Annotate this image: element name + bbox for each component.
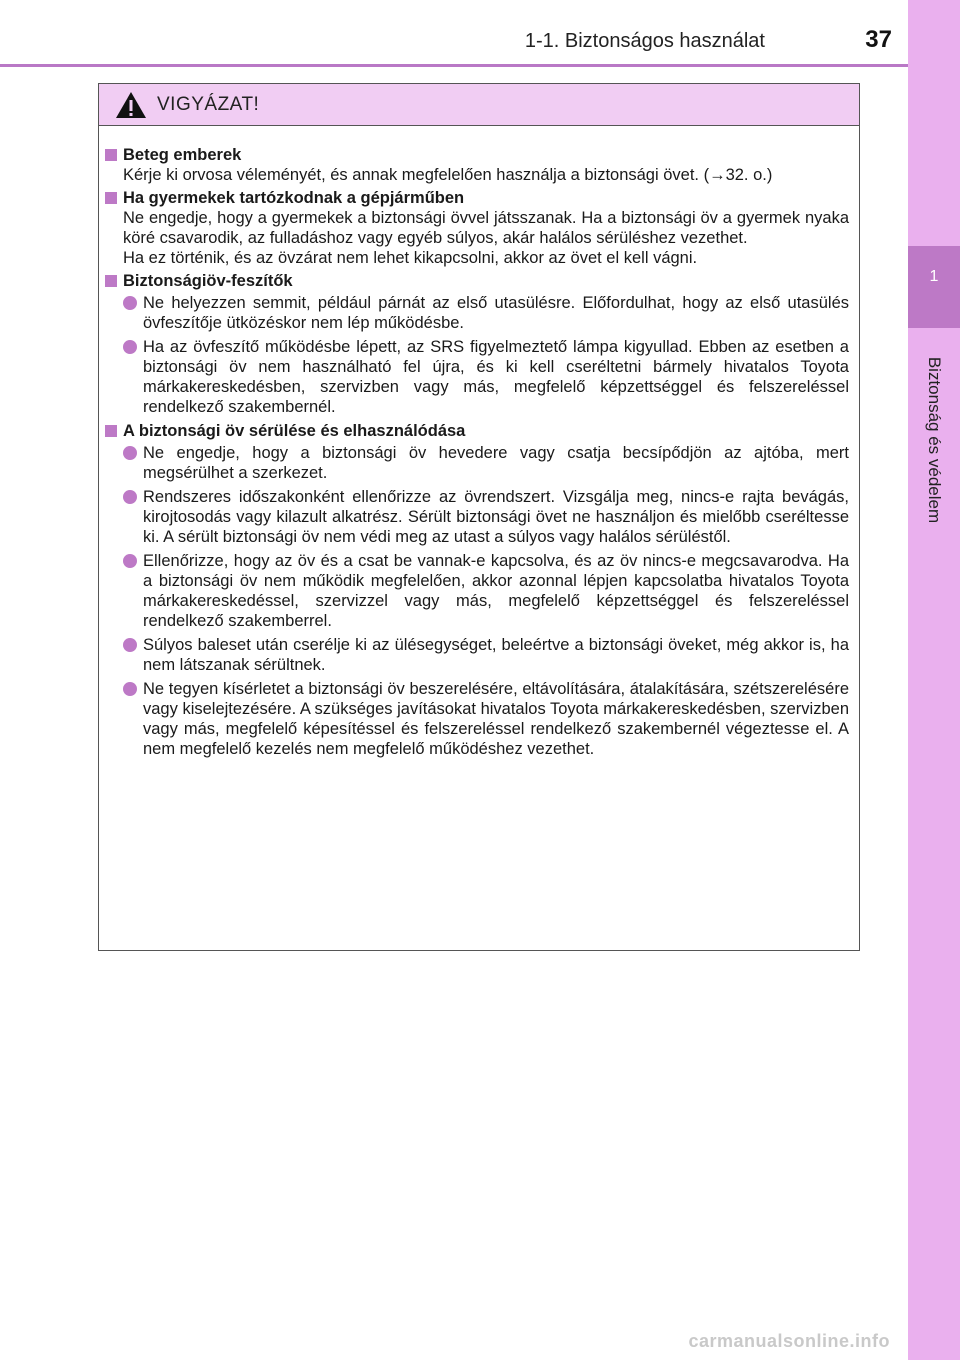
chapter-number-box: [908, 246, 960, 328]
list-item-text: Ne tegyen kísérletet a biztonsági öv beszerelésére, eltávolítására, átalakítására, szétszerelésére vagy kiselejtezésére. A szükséges javításokat hivatalos Toyota márkakereskedésben, szervizben vagy más, megfelelő képesítéssel és felszereléssel rendelkező szakembernél végeztesse el. A nem megfelelő kezelés nem megfelelő működéshez vezethet.: [143, 680, 849, 758]
section-heading: [105, 421, 849, 441]
section-text: [105, 165, 849, 185]
warning-header: [99, 84, 859, 126]
list-item-text: Ha az övfeszítő működésbe lépett, az SRS figyelmeztető lámpa kigyullad. Ebben az esetben a biztonsági öv nem használható fel újra, és ki kell cseréltetni bármely hivatalos Toyota márkakereskedésben, szervizben vagy más, megfelelő képzettséggel és felszereléssel rendelkező szakembernél.: [143, 338, 849, 416]
list-item: [105, 487, 849, 547]
header-rule: [0, 64, 908, 67]
list-item: [105, 337, 849, 417]
warning-section: [105, 421, 849, 759]
section-heading: [105, 271, 849, 291]
list-item-text: Rendszeres időszakonként ellenőrizze az övrendszert. Vizsgálja meg, nincs-e rajta bevágás, kirojtosodás vagy kilazult alkatrész. Sérült biztonsági övet ne használjon és mielőbb cseréltesse ki. A sérült biztonsági öv nem védi meg az utast a súlyos vagy halálos sérüléstől.: [143, 488, 849, 546]
round-bullet-icon: [123, 682, 137, 696]
round-bullet-icon: [123, 554, 137, 568]
paragraph: Ne engedje, hogy a gyermekek a biztonsági övvel játsszanak. Ha a biztonsági öv a gyermek nyaka köré csavarodik, az fulladáshoz vagy egyéb súlyos, akár halálos sérüléshez vezethet.: [123, 209, 849, 247]
list-item: [105, 635, 849, 675]
round-bullet-icon: [123, 340, 137, 354]
round-bullet-icon: [123, 446, 137, 460]
warning-title: VIGYÁZAT!: [157, 93, 260, 115]
section-heading-text: Beteg emberek: [123, 146, 242, 164]
footer-watermark: carmanualsonline.info: [688, 1331, 890, 1351]
page-number: 37: [865, 26, 892, 53]
list-item-text: Ellenőrizze, hogy az öv és a csat be vannak-e kapcsolva, és az öv nincs-e megcsavarodva. Ha a biztonsági öv nem működik megfelelően, akkor azonnal lépjen kapcsolatba hivatalos Toyota márkakereskedéssel, szervizzel vagy más, megfelelő képzettséggel és felszereléssel rendelkező szakemberrel.: [143, 552, 849, 630]
square-bullet-icon: [105, 275, 117, 287]
section-heading-text: Ha gyermekek tartózkodnak a gépjárműben: [123, 189, 465, 207]
list-item-text: Ne engedje, hogy a biztonsági öv hevedere vagy csatja becsípődjön az ajtóba, mert megsérülhet a szerkezet.: [143, 444, 849, 482]
section-heading-text: Biztonságiöv-feszítők: [123, 272, 293, 290]
warning-section: [105, 145, 849, 185]
warning-triangle-icon: [115, 91, 147, 119]
warning-box: [98, 83, 860, 951]
square-bullet-icon: [105, 149, 117, 161]
chapter-side-tab: [908, 0, 960, 1360]
section-heading: [105, 145, 849, 165]
list-item-text: Súlyos baleset után cserélje ki az ülésegységet, beleértve a biztonsági öveket, még akkor is, ha nem látszanak sérültnek.: [143, 636, 849, 674]
round-bullet-icon: [123, 490, 137, 504]
round-bullet-icon: [123, 638, 137, 652]
list-item: [105, 293, 849, 333]
chapter-title-text: Biztonság és védelem: [925, 356, 944, 524]
paragraph: Ha ez történik, és az övzárat nem lehet kikapcsolni, akkor az övet el kell vágni.: [123, 249, 698, 267]
chapter-number: 1: [929, 268, 939, 285]
section-title: 1-1. Biztonságos használat: [524, 30, 765, 52]
list-item-text: Ne helyezzen semmit, például párnát az első utasülésre. Előfordulhat, hogy az első utasülés övfeszítője ütközéskor nem lép működésbe.: [143, 294, 849, 332]
square-bullet-icon: [105, 425, 117, 437]
list-item: [105, 679, 849, 759]
square-bullet-icon: [105, 192, 117, 204]
warning-section: [105, 271, 849, 417]
paragraph: Kérje ki orvosa véleményét, és annak megfelelően használja a biztonsági övet. (→32. o.): [123, 166, 773, 184]
warning-section: [105, 188, 849, 268]
section-text: [105, 208, 849, 268]
warning-body: [99, 126, 859, 759]
list-item: [105, 443, 849, 483]
round-bullet-icon: [123, 296, 137, 310]
section-heading: [105, 188, 849, 208]
list-item: [105, 551, 849, 631]
section-heading-text: A biztonsági öv sérülése és elhasználódása: [123, 422, 466, 440]
